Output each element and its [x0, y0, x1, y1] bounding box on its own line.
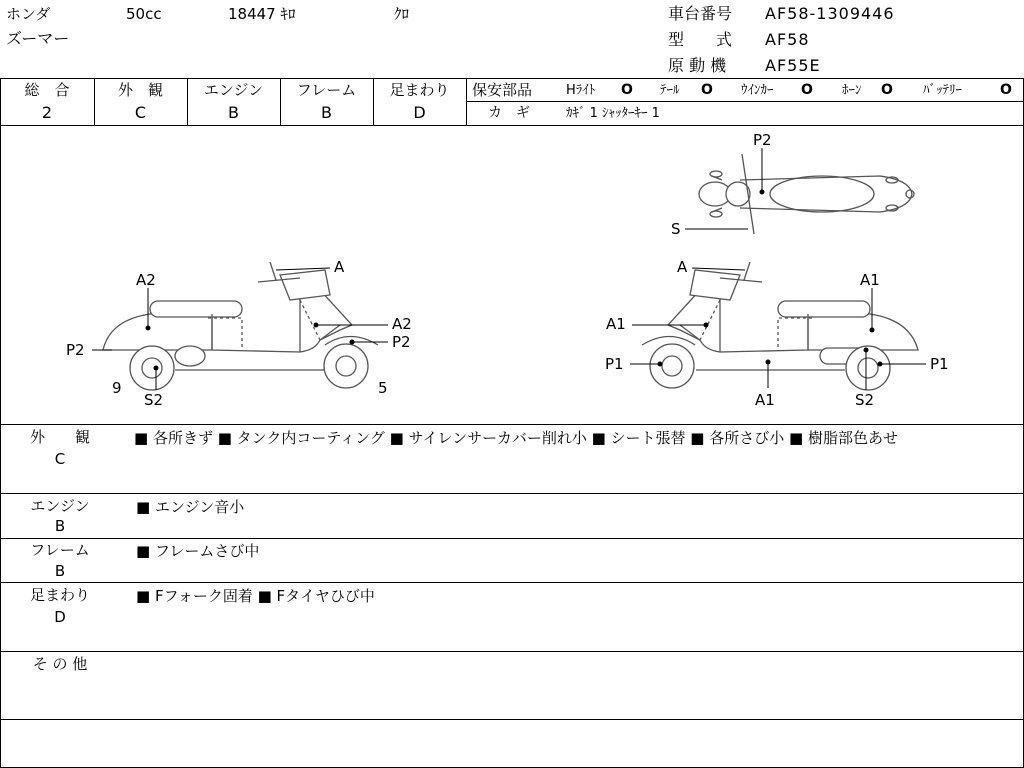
maker: ホンダ — [6, 5, 51, 23]
safety-item-battery: ﾊﾞｯﾃﾘｰ — [923, 83, 962, 98]
model-name: ズーマー — [6, 29, 70, 48]
diagram-label: S2 — [855, 391, 875, 409]
diagram-label: S2 — [144, 391, 164, 409]
diagram-label: 9 — [112, 379, 122, 397]
model-type: AF58 — [765, 30, 810, 49]
diagram-label: A1 — [755, 391, 775, 409]
safety-mark-battery: O — [1000, 82, 1012, 98]
diagram-label: A2 — [136, 271, 156, 289]
grade-value-overall: 2 — [41, 103, 53, 122]
diagram-label: 5 — [378, 379, 388, 397]
safety-item-horn: ﾎｰﾝ — [842, 83, 862, 98]
detail-category-other: そ の 他 — [32, 655, 88, 673]
grade-value-exterior: C — [134, 103, 147, 122]
detail-category-suspension: 足まわり — [29, 586, 90, 604]
diagram-label: P2 — [392, 333, 411, 351]
frame-number: AF58-1309446 — [765, 4, 895, 23]
mileage: 18447 ｷﾛ — [228, 5, 296, 23]
grade-label-engine: エンジン — [203, 81, 264, 99]
detail-category-exterior: 外 観 — [29, 428, 90, 446]
detail-text-engine: ■ エンジン音小 — [136, 498, 245, 516]
grade-label-exterior: 外 観 — [117, 81, 163, 99]
detail-category-frame: フレーム — [30, 541, 90, 559]
diagram-label: A — [334, 258, 345, 276]
safety-item-taillight: ﾃｰﾙ — [660, 83, 680, 98]
grade-value-engine: B — [228, 103, 239, 122]
grade-label-frame: フレーム — [296, 81, 357, 99]
detail-text-exterior: ■ 各所きず ■ タンク内コーティング ■ サイレンサーカバー削れ小 ■ シート張替 ■ 各所さび小 ■ 樹脂部色あせ — [134, 429, 898, 447]
detail-text-frame: ■ フレームさび中 — [136, 542, 260, 560]
grade-value-frame: B — [321, 103, 332, 122]
safety-mark-winker: O — [801, 82, 813, 98]
diagram-label: A2 — [392, 315, 412, 333]
detail-grade-suspension: D — [54, 608, 66, 626]
safety-item-winker: ｳｲﾝｶｰ — [741, 83, 774, 98]
diagram-label: P2 — [753, 131, 772, 149]
detail-grade-engine: B — [54, 517, 66, 535]
frame-number-label: 車台番号 — [668, 4, 733, 23]
diagram-label: A — [677, 258, 688, 276]
engine-model-label: 原 動 機 — [668, 56, 727, 75]
body-color: ｸﾛ — [394, 5, 410, 23]
diagram-label: P1 — [930, 355, 949, 373]
key-value: ｶｷﾞ 1 ｼｬｯﾀｰｷｰ 1 — [566, 106, 660, 121]
top-view-scooter-drawing — [699, 154, 914, 234]
grade-label-overall: 総 合 — [24, 81, 70, 99]
detail-category-engine: エンジン — [30, 497, 90, 515]
diagram-label: P1 — [605, 355, 624, 373]
detail-grade-exterior: C — [54, 450, 66, 468]
engine-model: AF55E — [765, 56, 821, 75]
safety-mark-horn: O — [881, 82, 893, 98]
safety-item-headlight: Hﾗｲﾄ — [566, 83, 596, 98]
model-type-label: 型 式 — [668, 30, 733, 49]
safety-mark-headlight: O — [621, 82, 633, 98]
grade-label-suspension: 足まわり — [389, 81, 450, 99]
diagram-label: A1 — [606, 315, 626, 333]
displacement: 50cc — [126, 5, 162, 23]
grade-value-suspension: D — [413, 103, 426, 122]
safety-parts-label: 保安部品 — [472, 81, 533, 99]
diagram-label: A1 — [860, 271, 880, 289]
detail-text-suspension: ■ Fフォーク固着 ■ Fタイヤひび中 — [136, 587, 375, 605]
diagram-label: P2 — [66, 341, 85, 359]
detail-grade-frame: B — [54, 562, 66, 580]
safety-mark-taillight: O — [701, 82, 713, 98]
key-label: カ ギ — [488, 105, 530, 121]
diagram-label: S — [671, 220, 681, 238]
